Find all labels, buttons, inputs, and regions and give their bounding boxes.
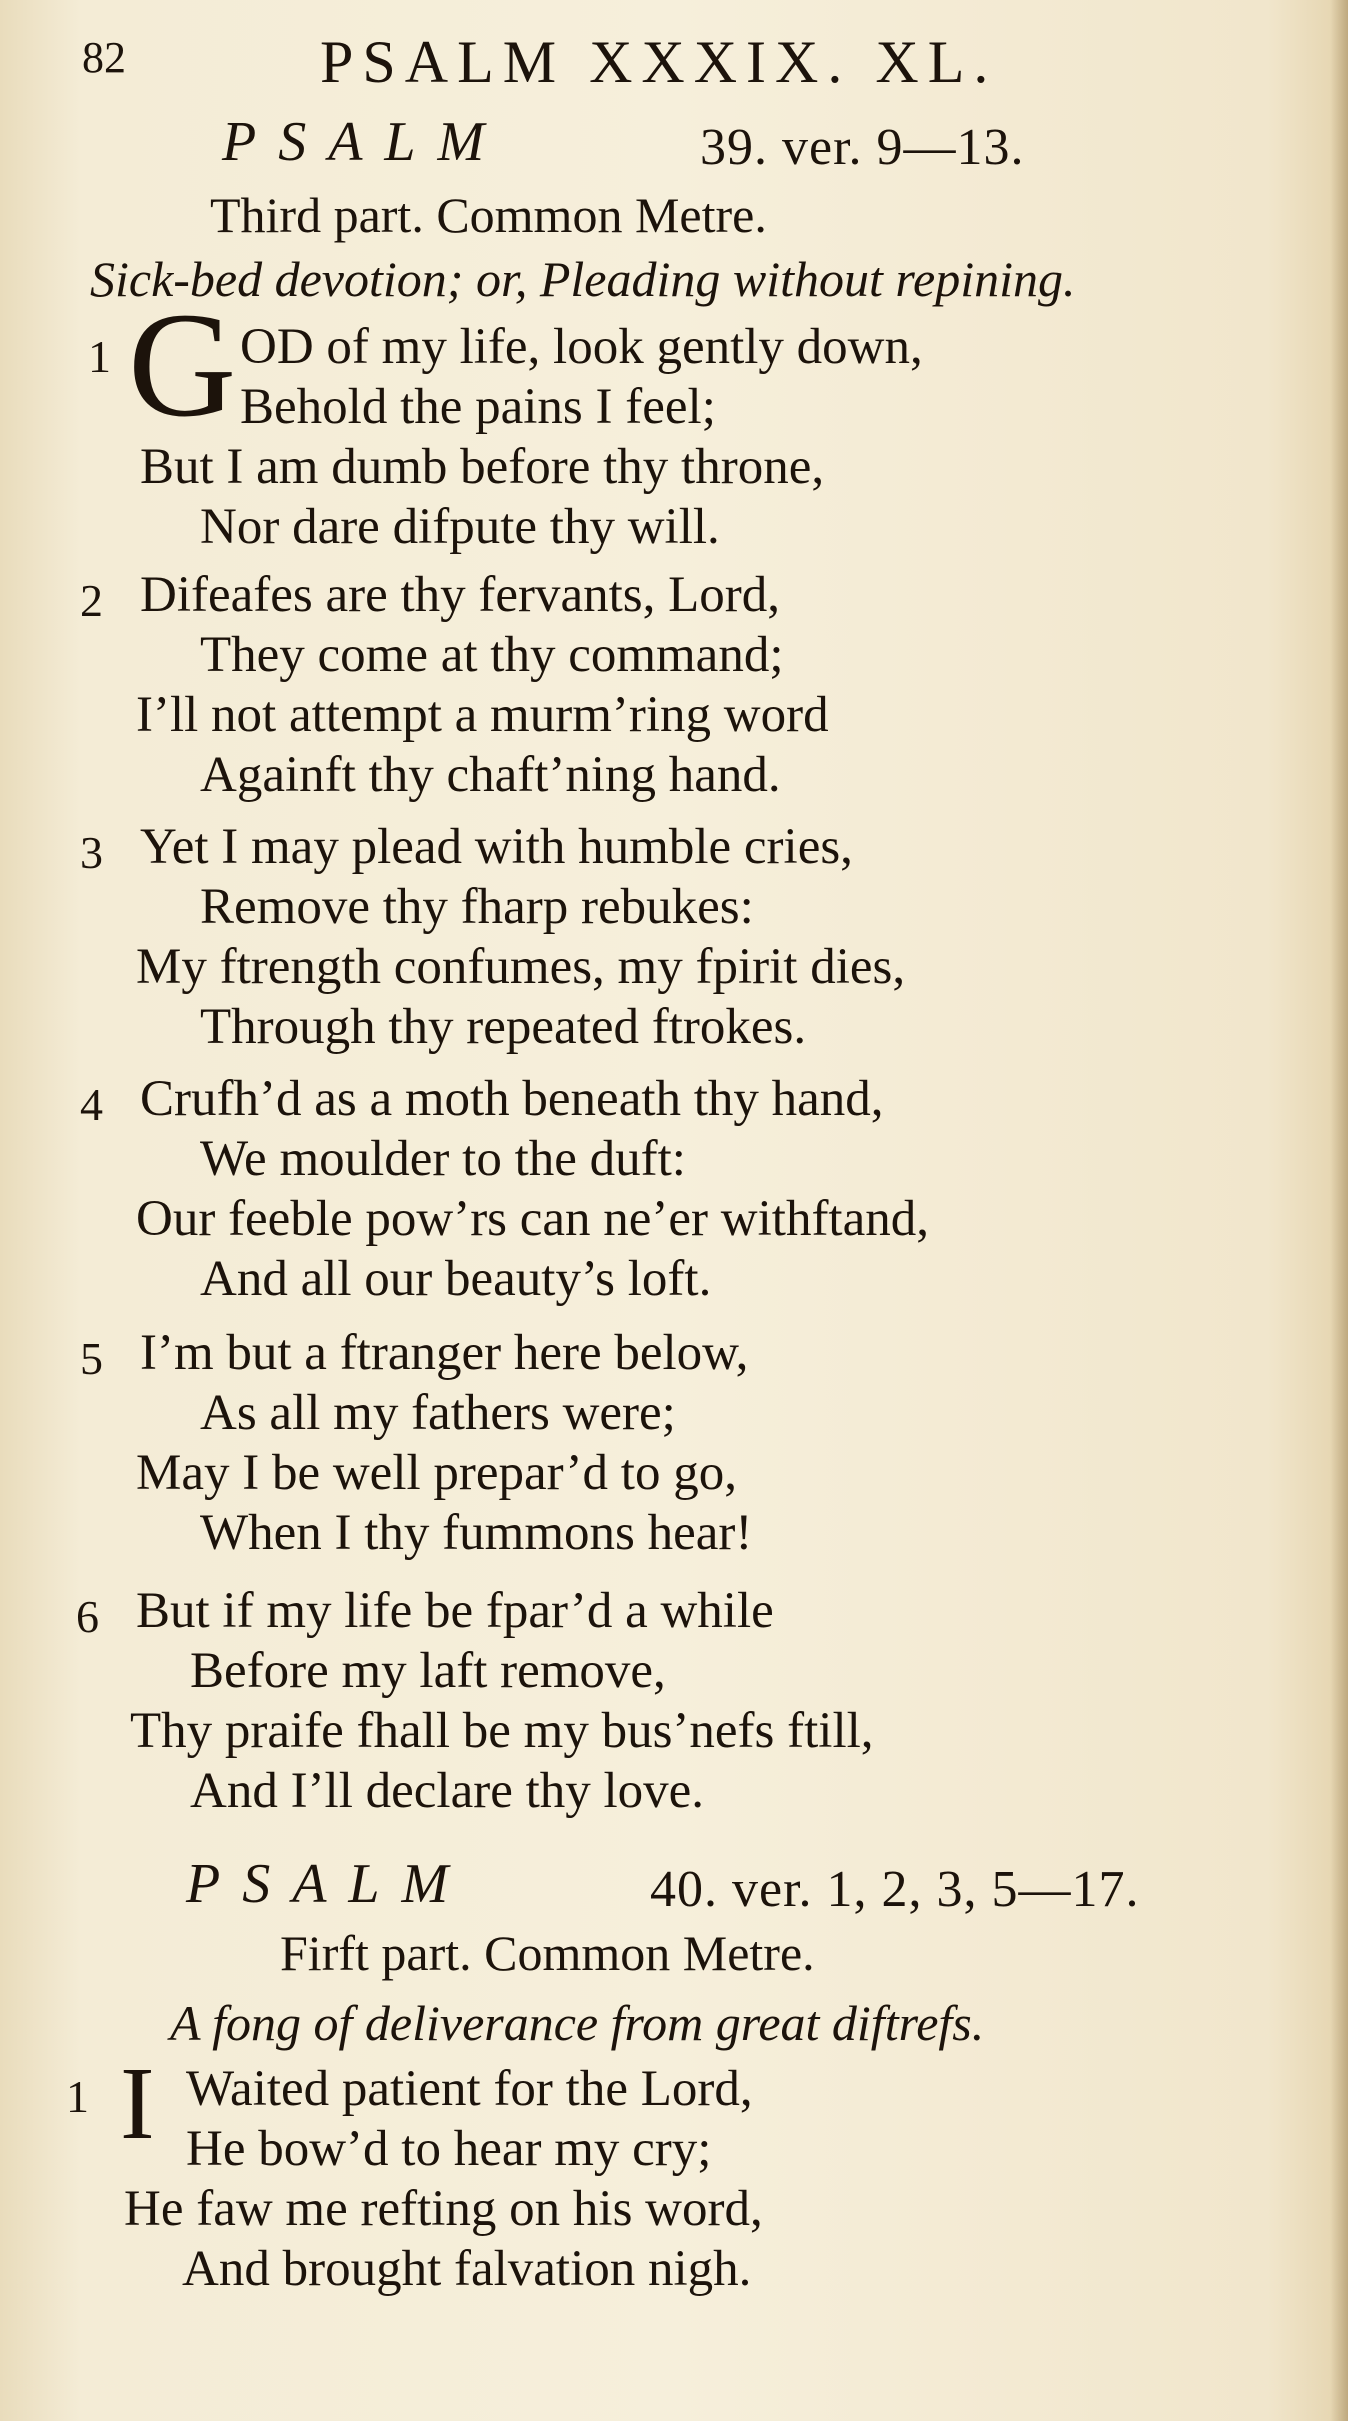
verse-line: As all my fathers were;	[200, 1385, 676, 1441]
stanza-number: 3	[80, 827, 103, 878]
page-number: 82	[82, 33, 126, 82]
verse-line: He bow’d to hear my cry;	[186, 2121, 712, 2177]
verse-line: Yet I may plead with humble cries,	[140, 819, 853, 875]
psalm-40-heading: PSALM	[186, 1853, 471, 1915]
verse-line: Before my laft remove,	[190, 1643, 666, 1699]
verse-line: I’ll not attempt a murm’ring word	[136, 687, 829, 743]
psalm-40-subtitle: A fong of deliverance from great diftrefs.	[170, 1995, 985, 2051]
psalm-39-part: Third part. Common Metre.	[210, 187, 767, 243]
psalm-40-part: Firft part. Common Metre.	[280, 1925, 815, 1981]
stanza-number: 4	[80, 1079, 103, 1130]
psalm-39-subtitle: Sick-bed devotion; or, Pleading without repining.	[90, 251, 1076, 307]
stanza-number: 1	[66, 2071, 89, 2122]
verse-line: Thy praife fhall be my bus’nefs ftill,	[130, 1703, 874, 1759]
verse-line: But if my life be fpar’d a while	[136, 1583, 774, 1639]
verse-line: Our feeble pow’rs can ne’er withftand,	[136, 1191, 929, 1247]
verse-line: Crufh’d as a moth beneath thy hand,	[140, 1071, 884, 1127]
verse-line: Through thy repeated ftrokes.	[200, 999, 807, 1055]
verse-line: And brought falvation nigh.	[182, 2241, 752, 2297]
verse-line: Difeafes are thy fervants, Lord,	[140, 567, 781, 623]
verse-line: May I be well prepar’d to go,	[136, 1445, 737, 1501]
stanza-number: 2	[80, 575, 103, 626]
verse-line: And I’ll declare thy love.	[190, 1763, 705, 1819]
psalm-39-heading: PSALM	[222, 111, 507, 173]
verse-line: But I am dumb before thy throne,	[140, 439, 825, 495]
verse-line: I’m but a ftranger here below,	[140, 1325, 749, 1381]
verse-line: Againft thy chaft’ning hand.	[200, 747, 781, 803]
psalm-39-reference: 39. ver. 9—13.	[700, 119, 1025, 176]
verse-line: They come at thy command;	[200, 627, 784, 683]
verse-line: My ftrength confumes, my fpirit dies,	[136, 939, 906, 995]
verse-line: Waited patient for the Lord,	[186, 2061, 753, 2117]
psalm-40-reference: 40. ver. 1, 2, 3, 5—17.	[650, 1861, 1140, 1918]
verse-line: Remove thy fharp rebukes:	[200, 879, 754, 935]
page-edge-shadow	[1330, 0, 1348, 2421]
stanza-number: 5	[80, 1333, 103, 1384]
drop-cap: G	[128, 282, 237, 448]
drop-cap: I	[120, 2046, 155, 2161]
verse-line: We moulder to the duft:	[200, 1131, 686, 1187]
verse-line: He faw me refting on his word,	[124, 2181, 763, 2237]
verse-line: And all our beauty’s loft.	[200, 1251, 712, 1307]
running-title: PSALM XXXIX. XL.	[320, 29, 998, 95]
stanza-number: 6	[76, 1591, 99, 1642]
verse-line: OD of my life, look gently down,	[240, 319, 923, 375]
verse-line: When I thy fummons hear!	[200, 1505, 753, 1561]
stanza-number: 1	[88, 331, 111, 382]
verse-line: Nor dare difpute thy will.	[200, 499, 720, 555]
verse-line: Behold the pains I feel;	[240, 379, 716, 435]
